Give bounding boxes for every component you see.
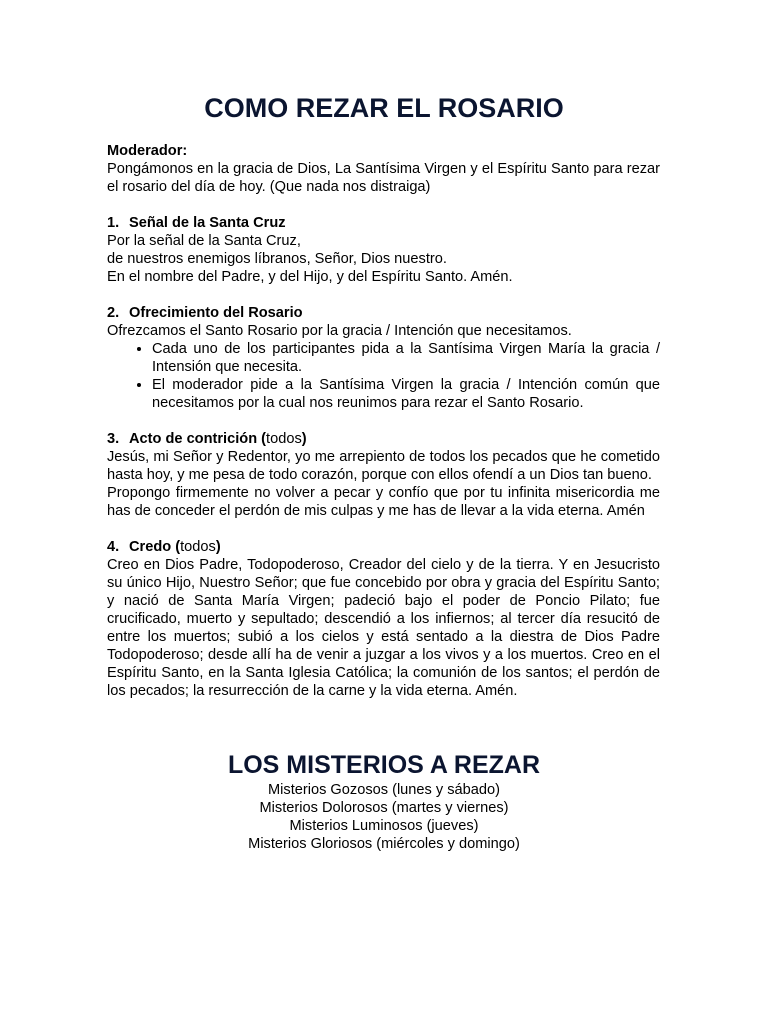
section-heading bbox=[107, 214, 660, 232]
mystery-item: Misterios Dolorosos (martes y viernes) bbox=[259, 800, 509, 816]
mysteries-title: LOS MISTERIOS A REZAR bbox=[227, 751, 541, 779]
section-title: Acto de contrición bbox=[129, 431, 258, 447]
section-heading bbox=[107, 304, 660, 322]
list-item: • Cada uno de los participantes pida a la Santísima Virgen María la gracia / Intensión que necesita. bbox=[152, 340, 660, 376]
section-title: Señal de la Santa Cruz bbox=[129, 215, 286, 231]
section-sign-of-cross bbox=[107, 214, 660, 286]
section-number: 1. bbox=[107, 215, 120, 231]
prayer-paragraph: Creo en Dios Padre, Todopoderoso, Creador del cielo y de la tierra. Y en Jesucristo su único Hijo, Nuestro Señor; que fue concebido por obra y gracia del Espíritu Santo; y nació de Santa María Virgen; padeció bajo el poder de Poncio Pilato; fue crucificado, muerto y sepultado; descendió a los infiernos; al tercer día resucitó de entre los muertos; subió a los cielos y está sentado a la diestra de Dios Padre Todopoderoso; desde allí ha de venir a juzgar a los vivos y a los muertos. Creo en el Espíritu Santo, en la Santa Iglesia Católica; la comunión de los santos; el perdón de los pecados; la resurrección de la carne y la vida eterna. Amén. bbox=[107, 557, 660, 699]
moderator-label: Moderador: bbox=[107, 143, 188, 159]
section-note: todos bbox=[266, 431, 302, 447]
section-intro: Ofrezcamos el Santo Rosario por la gracia / Intención que necesitamos. bbox=[107, 323, 572, 339]
mystery-item: Misterios Luminosos (jueves) bbox=[289, 818, 479, 834]
paren-close: ) bbox=[215, 539, 221, 555]
document-content bbox=[107, 142, 660, 718]
section-creed bbox=[107, 538, 660, 700]
mystery-item: Misterios Gozosos (lunes y sábado) bbox=[268, 782, 500, 798]
section-number: 4. bbox=[107, 539, 120, 555]
section-heading bbox=[107, 430, 660, 448]
section-number: 2. bbox=[107, 305, 120, 321]
section-number: 3. bbox=[107, 431, 120, 447]
mysteries-list bbox=[0, 781, 768, 853]
paren-close: ) bbox=[301, 431, 307, 447]
section-title: Credo bbox=[129, 539, 172, 555]
paren-open: ( bbox=[175, 539, 181, 555]
page-title: COMO REZAR EL ROSARIO bbox=[204, 93, 564, 123]
prayer-line: En el nombre del Padre, y del Hijo, y del Espíritu Santo. Amén. bbox=[107, 269, 513, 285]
bullet-list bbox=[107, 340, 660, 412]
section-heading bbox=[107, 538, 660, 556]
paren-open: ( bbox=[261, 431, 267, 447]
section-note: todos bbox=[180, 539, 216, 555]
moderator-text: Pongámonos en la gracia de Dios, La Santísima Virgen y el Espíritu Santo para rezar el rosario del día de hoy. (Que nada nos distraiga) bbox=[107, 161, 660, 195]
prayer-paragraph: Jesús, mi Señor y Redentor, yo me arrepiento de todos los pecados que he cometido hasta hoy, y me pesa de todo corazón, porque con ellos ofendí a un Dios tan bueno. bbox=[107, 449, 660, 483]
prayer-line: Por la señal de la Santa Cruz, bbox=[107, 233, 301, 249]
list-item: • El moderador pide a la Santísima Virgen la gracia / Intención común que necesitamos por la cual nos reunimos para rezar el Santo Rosario. bbox=[152, 376, 660, 412]
mystery-item: Misterios Gloriosos (miércoles y domingo) bbox=[248, 836, 520, 852]
section-title: Ofrecimiento del Rosario bbox=[129, 305, 303, 321]
section-act-of-contrition bbox=[107, 430, 660, 520]
moderator-block bbox=[107, 142, 660, 196]
section-offering bbox=[107, 304, 660, 412]
prayer-paragraph: Propongo firmemente no volver a pecar y confío que por tu infinita misericordia me has de conceder el perdón de mis culpas y me has de llevar a la vida eterna. Amén bbox=[107, 485, 660, 519]
prayer-line: de nuestros enemigos líbranos, Señor, Dios nuestro. bbox=[107, 251, 447, 267]
